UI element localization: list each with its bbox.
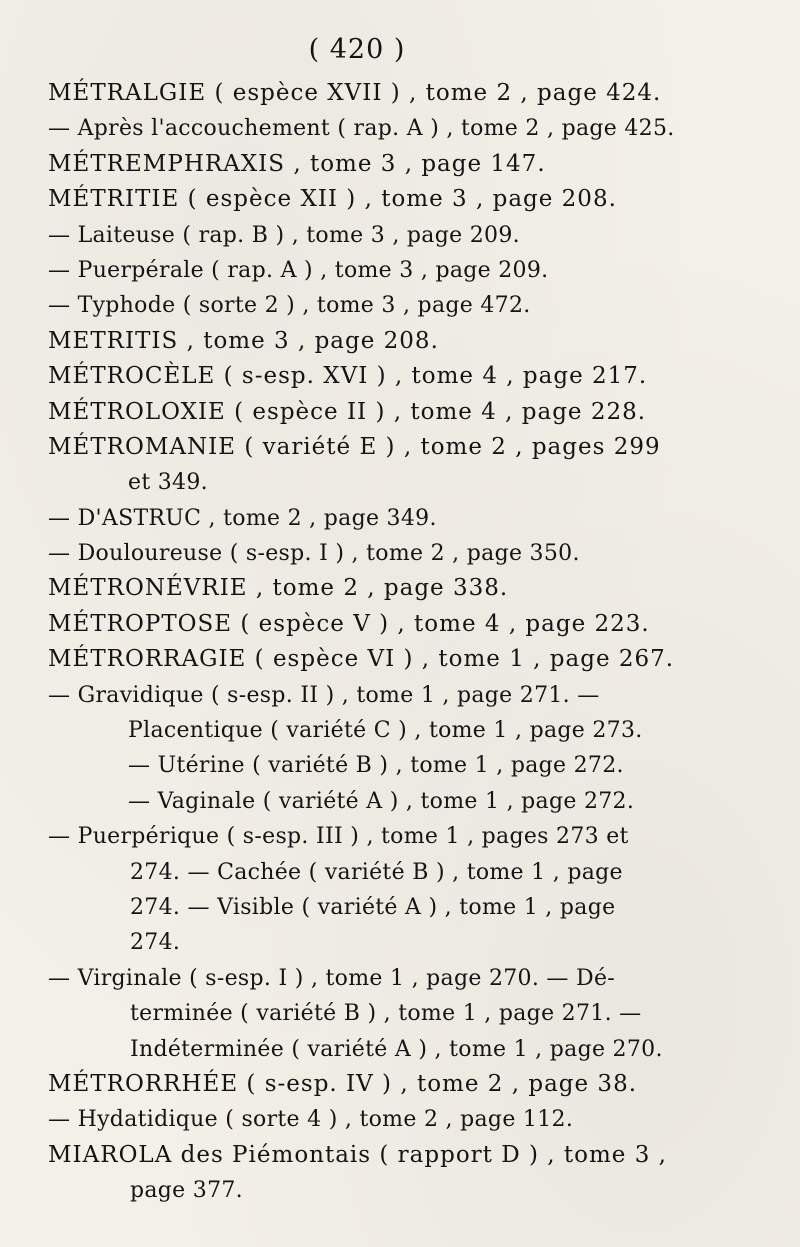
entry-text: et 349. xyxy=(128,470,208,496)
index-entry xyxy=(48,359,688,394)
entry-text: — Gravidique ( s-esp. II ) , tome 1 , page 271. — xyxy=(48,682,600,708)
entry-text: MÉTRITIE ( espèce XII ) , tome 3 , page 208. xyxy=(48,186,617,213)
entry-text: MÉTRORRAGIE ( espèce VI ) , tome 1 , page 267. xyxy=(48,646,675,673)
entry-text: Placentique ( variété C ) , tome 1 , page 273. xyxy=(128,718,643,744)
entry-text: — Typhode ( sorte 2 ) , tome 3 , page 472. xyxy=(48,293,531,319)
index-entry xyxy=(48,678,688,713)
index-entries xyxy=(48,76,688,1209)
index-entry-continuation xyxy=(48,1032,688,1067)
index-entry xyxy=(48,536,688,571)
index-entry xyxy=(48,430,688,465)
entry-text: MÉTRORRHÉE ( s-esp. IV ) , tome 2 , page 38. xyxy=(48,1070,638,1097)
index-entry xyxy=(48,111,688,146)
index-entry xyxy=(48,288,688,323)
entry-text: terminée ( variété B ) , tome 1 , page 271. — xyxy=(130,1001,642,1027)
page-number: ( 420 ) xyxy=(308,34,406,65)
entry-text: MIAROLA des Piémontais ( rapport D ) , tome 3 , xyxy=(48,1141,667,1168)
index-entry-continuation xyxy=(48,1173,688,1208)
index-entry xyxy=(48,253,688,288)
entry-text: MÉTROPTOSE ( espèce V ) , tome 4 , page 223. xyxy=(48,610,650,637)
entry-text: — Hydatidique ( sorte 4 ) , tome 2 , page 112. xyxy=(48,1107,574,1133)
entry-text: — D'ASTRUC , tome 2 , page 349. xyxy=(48,505,437,531)
index-entry-continuation xyxy=(48,996,688,1031)
entry-text: — Virginale ( s-esp. I ) , tome 1 , page 270. — Dé- xyxy=(48,965,616,991)
index-entry xyxy=(48,76,688,111)
index-entry xyxy=(48,642,688,677)
index-entry xyxy=(48,147,688,182)
index-entry-continuation xyxy=(48,890,688,925)
index-entry xyxy=(48,501,688,536)
index-entry-continuation xyxy=(48,748,688,783)
index-entry xyxy=(48,819,688,854)
index-entry xyxy=(48,1138,688,1173)
entry-text: page 377. xyxy=(130,1178,243,1204)
index-entry xyxy=(48,1102,688,1137)
index-entry xyxy=(48,961,688,996)
index-entry-continuation xyxy=(48,855,688,890)
entry-text: MÉTREMPHRAXIS , tome 3 , page 147. xyxy=(48,150,546,177)
entry-text: — Vaginale ( variété A ) , tome 1 , page 272. xyxy=(128,788,635,814)
entry-text: — Puerpérique ( s-esp. III ) , tome 1 , pages 273 et xyxy=(48,824,629,850)
entry-text: — Utérine ( variété B ) , tome 1 , page 272. xyxy=(128,753,624,779)
index-entry xyxy=(48,324,688,359)
index-entry xyxy=(48,218,688,253)
index-entry xyxy=(48,607,688,642)
entry-text: 274. xyxy=(130,930,181,956)
entry-text: — Après l'accouchement ( rap. A ) , tome 2 , page 425. xyxy=(48,116,675,142)
entry-text: MÉTRONÉVRIE , tome 2 , page 338. xyxy=(48,575,509,602)
index-entry xyxy=(48,571,688,606)
index-entry-continuation xyxy=(48,925,688,960)
entry-text: MÉTROLOXIE ( espèce II ) , tome 4 , page 228. xyxy=(48,398,647,425)
entry-text: METRITIS , tome 3 , page 208. xyxy=(48,327,439,354)
index-entry xyxy=(48,395,688,430)
entry-text: MÉTROMANIE ( variété E ) , tome 2 , pages 299 xyxy=(48,433,661,460)
index-entry xyxy=(48,1067,688,1102)
entry-text: MÉTRALGIE ( espèce XVII ) , tome 2 , page 424. xyxy=(48,80,662,106)
index-entry-continuation xyxy=(48,713,688,748)
index-entry-continuation xyxy=(48,465,688,500)
entry-text: — Douloureuse ( s-esp. I ) , tome 2 , page 350. xyxy=(48,541,580,567)
entry-text: — Laiteuse ( rap. B ) , tome 3 , page 209. xyxy=(48,222,520,248)
entry-text: Indéterminée ( variété A ) , tome 1 , page 270. xyxy=(130,1036,663,1062)
entry-text: 274. — Cachée ( variété B ) , tome 1 , page xyxy=(130,859,623,885)
index-entry xyxy=(48,182,688,217)
entry-text: 274. — Visible ( variété A ) , tome 1 , page xyxy=(130,894,616,920)
entry-text: MÉTROCÈLE ( s-esp. XVI ) , tome 4 , page 217. xyxy=(48,363,648,390)
entry-text: — Puerpérale ( rap. A ) , tome 3 , page 209. xyxy=(48,257,549,283)
index-entry-continuation xyxy=(48,784,688,819)
